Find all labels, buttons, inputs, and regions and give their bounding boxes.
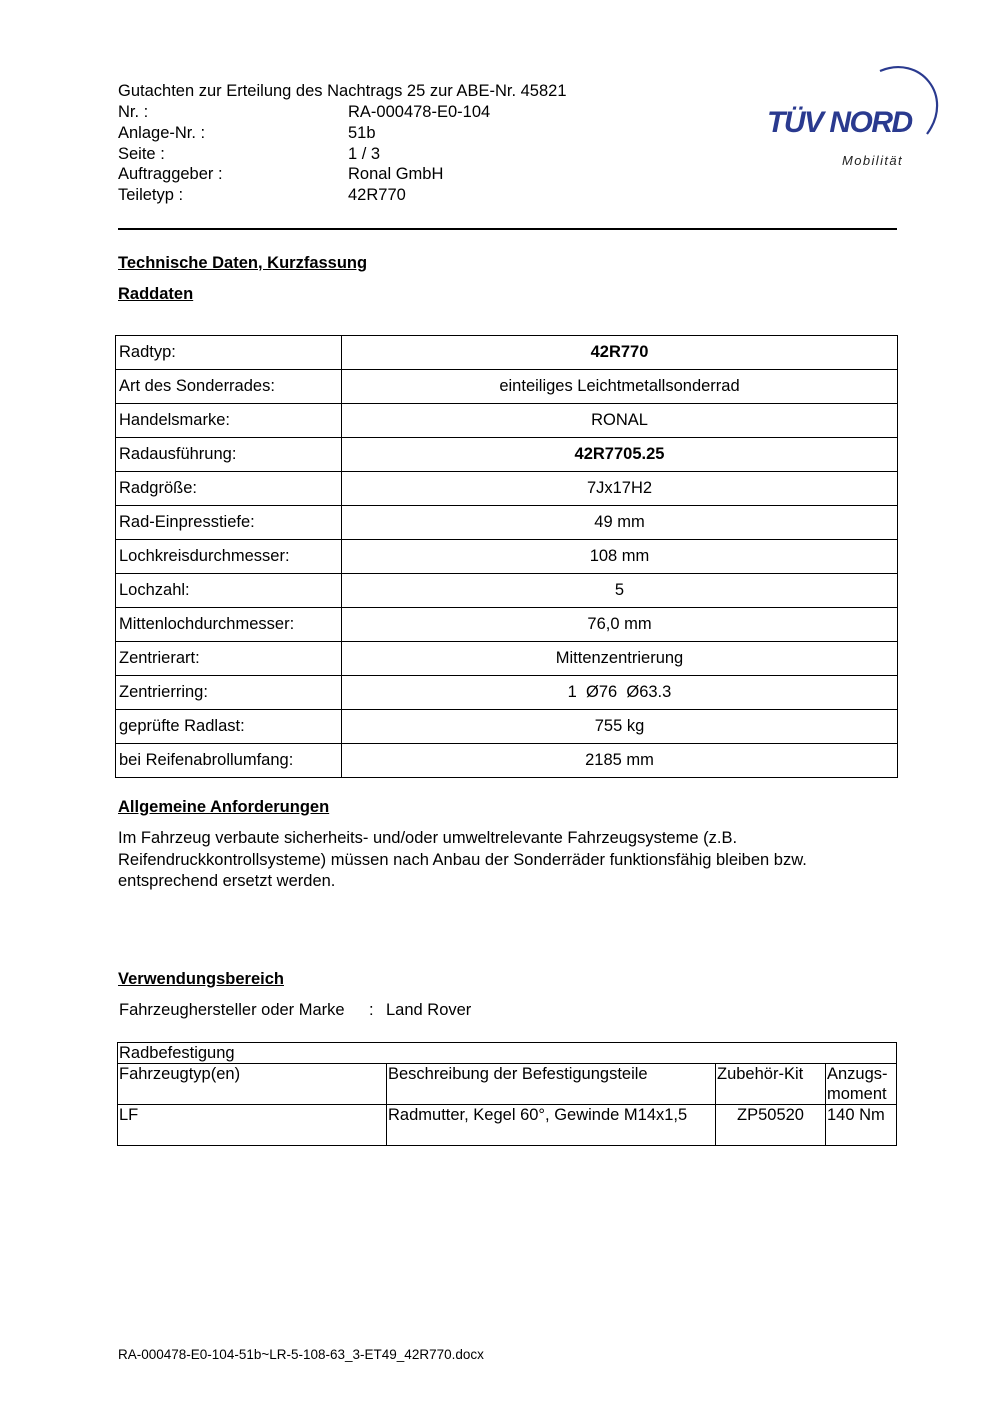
row-value: 76,0 mm — [342, 608, 898, 642]
table-row — [116, 710, 898, 744]
row-label: geprüfte Radlast: — [116, 710, 342, 744]
header-value: Ronal GmbH — [348, 165, 444, 184]
table-row — [116, 506, 898, 540]
header-label: Auftraggeber : — [118, 165, 223, 184]
heading-usage: Verwendungsbereich — [118, 970, 284, 988]
row-value: 755 kg — [342, 710, 898, 744]
usage-manufacturer — [119, 1000, 471, 1021]
header-label: Teiletyp : — [118, 186, 184, 205]
header-row-anlage — [118, 123, 490, 144]
row-label: Lochzahl: — [116, 574, 342, 608]
table-row — [116, 608, 898, 642]
heading-technical-data: Technische Daten, Kurzfassung — [118, 254, 368, 272]
table-header-row — [118, 1064, 897, 1105]
table-row — [116, 438, 898, 472]
usage-value: Land Rover — [386, 1001, 472, 1019]
header-row-teiletyp — [118, 185, 490, 206]
header-label: Nr. : — [118, 103, 149, 121]
row-label: Lochkreisdurchmesser: — [116, 540, 342, 574]
header-label: Seite : — [118, 144, 165, 163]
table-cell: Radmutter, Kegel 60°, Gewinde M14x1,5 — [387, 1105, 716, 1146]
mounting-table — [117, 1042, 897, 1146]
column-header: Fahrzeugtyp(en) — [118, 1064, 387, 1105]
row-value: 2185 mm — [342, 744, 898, 778]
table-row — [118, 1105, 897, 1146]
header-value: 42R770 — [348, 186, 406, 205]
logo-wordmark: TÜV NORD — [767, 106, 912, 139]
row-label: bei Reifenabrollumfang: — [116, 744, 342, 778]
header-divider — [118, 228, 897, 230]
table-row — [116, 404, 898, 438]
table-cell: ZP50520 — [716, 1105, 826, 1146]
usage-label: Fahrzeughersteller oder Marke — [119, 1001, 345, 1019]
row-label: Rad-Einpresstiefe: — [116, 506, 342, 540]
table-row — [116, 472, 898, 506]
row-value: einteiliges Leichtmetallsonderrad — [342, 370, 898, 404]
document-title: Gutachten zur Erteilung des Nachtrags 25 zur ABE-Nr. 45821 — [118, 82, 567, 100]
tuv-nord-logo — [760, 56, 945, 172]
table-title-row — [118, 1043, 897, 1064]
header-row-nr — [118, 102, 490, 123]
header-label: Anlage-Nr. : — [118, 123, 206, 142]
row-value: 7Jx17H2 — [342, 472, 898, 506]
wheel-data-table — [115, 335, 898, 778]
row-value: Mittenzentrierung — [342, 642, 898, 676]
column-header: Beschreibung der Befestigungsteile — [387, 1064, 716, 1105]
heading-wheel-data: Raddaten — [118, 285, 194, 303]
row-label: Art des Sonderrades: — [116, 370, 342, 404]
footer-filename: RA-000478-E0-104-51b~LR-5-108-63_3-ET49_42R770.docx — [118, 1347, 484, 1362]
row-label: Zentrierart: — [116, 642, 342, 676]
row-label: Radausführung: — [116, 438, 342, 472]
table-row — [116, 676, 898, 710]
row-label: Handelsmarke: — [116, 404, 342, 438]
header-value: 1 / 3 — [348, 144, 381, 163]
table-row — [116, 336, 898, 370]
heading-general-requirements: Allgemeine Anforderungen — [118, 798, 330, 816]
general-requirements-text: Im Fahrzeug verbaute sicherheits- und/oder umweltrelevante Fahrzeugsysteme (z.B. Reifendruckkontrollsysteme) müssen nach Anbau der Sonderräder funktionsfähig bleiben bzw. entsprechend ersetzt werden. — [118, 829, 807, 890]
header-value: RA-000478-E0-104 — [348, 103, 491, 121]
usage-separator: : — [369, 1001, 374, 1019]
row-label: Radtyp: — [116, 336, 342, 370]
table-row — [116, 540, 898, 574]
row-value: RONAL — [342, 404, 898, 438]
row-label: Radgröße: — [116, 472, 342, 506]
row-value: 1 Ø76 Ø63.3 — [342, 676, 898, 710]
row-value: 108 mm — [342, 540, 898, 574]
logo-subtitle: Mobilität — [842, 153, 904, 168]
table-row — [116, 370, 898, 404]
column-header: Zubehör-Kit — [716, 1064, 826, 1105]
column-header: Anzugs-moment — [826, 1064, 897, 1105]
row-value: 49 mm — [342, 506, 898, 540]
row-value: 5 — [342, 574, 898, 608]
header-row-auftraggeber — [118, 164, 490, 185]
row-label: Zentrierring: — [116, 676, 342, 710]
header-row-seite — [118, 144, 490, 165]
table-cell: 140 Nm — [826, 1105, 897, 1146]
table-row — [116, 642, 898, 676]
row-label: Mittenlochdurchmesser: — [116, 608, 342, 642]
header-value: 51b — [348, 123, 376, 142]
row-value: 42R7705.25 — [342, 438, 898, 472]
row-value: 42R770 — [342, 336, 898, 370]
header-info — [118, 102, 490, 206]
table-cell: LF — [118, 1105, 387, 1146]
table-row — [116, 744, 898, 778]
mounting-title: Radbefestigung — [118, 1043, 897, 1064]
table-row — [116, 574, 898, 608]
